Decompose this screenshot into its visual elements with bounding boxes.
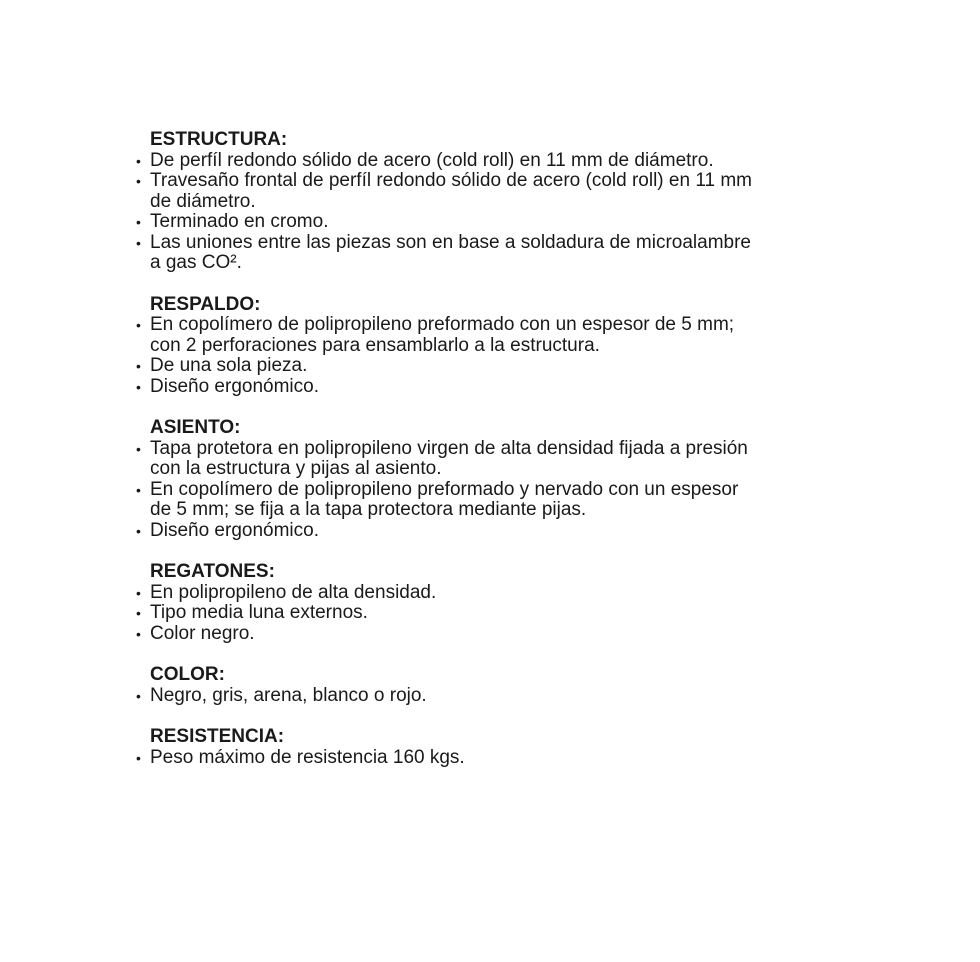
spec-item-text: Tapa protetora en polipropileno virgen de alta densidad fijada a presión con la estructura y pijas al asiento. <box>150 437 748 479</box>
spec-list <box>136 315 756 397</box>
spec-item <box>136 377 756 398</box>
section-heading: RESPALDO: <box>150 293 261 315</box>
bullet-icon: • <box>136 584 141 601</box>
spec-item-text: En polipropileno de alta densidad. <box>150 581 437 603</box>
spec-item <box>136 439 756 480</box>
section-heading: ESTRUCTURA: <box>150 129 288 150</box>
spec-item <box>136 603 756 624</box>
spec-item-text: De perfíl redondo sólido de acero (cold roll) en 11 mm de diámetro. <box>150 149 714 171</box>
spec-item <box>136 356 756 377</box>
spec-item <box>136 151 756 172</box>
bullet-icon: • <box>136 214 141 230</box>
bullet-icon: • <box>136 625 141 642</box>
spec-item <box>136 315 756 356</box>
section-heading: ASIENTO: <box>150 417 241 438</box>
spec-list <box>136 748 756 769</box>
spec-item <box>136 171 756 212</box>
spec-item-text: En copolímero de polipropileno preformado y nervado con un espesor de 5 mm; se fija a la tapa protectora mediante pijas. <box>150 478 739 520</box>
spec-item-text: Las uniones entre las piezas son en base a soldadura de microalambre a gas CO². <box>150 231 751 273</box>
spec-item <box>136 686 756 707</box>
spec-item-text: Color negro. <box>150 622 255 644</box>
spec-item-text: De una sola pieza. <box>150 355 308 376</box>
spec-list <box>136 151 756 274</box>
spec-item-text: Diseño ergonómico. <box>150 519 319 541</box>
spec-list <box>136 686 756 707</box>
spec-document <box>136 130 756 789</box>
spec-item <box>136 624 756 645</box>
spec-section <box>136 665 756 706</box>
bullet-icon: • <box>136 481 141 498</box>
bullet-icon: • <box>136 440 141 457</box>
spec-section <box>136 295 756 398</box>
bullet-icon: • <box>136 173 141 189</box>
spec-item-text: Negro, gris, arena, blanco o rojo. <box>150 684 427 706</box>
spec-list <box>136 583 756 645</box>
spec-item <box>136 748 756 769</box>
section-heading: COLOR: <box>150 664 225 685</box>
section-heading: RESISTENCIA: <box>150 726 285 747</box>
spec-section <box>136 130 756 274</box>
spec-section <box>136 562 756 644</box>
bullet-icon: • <box>136 605 141 621</box>
spec-section <box>136 727 756 768</box>
spec-item <box>136 583 756 604</box>
spec-item-text: Tipo media luna externos. <box>150 602 368 623</box>
bullet-icon: • <box>136 358 141 374</box>
bullet-icon: • <box>136 378 141 395</box>
bullet-icon: • <box>136 152 141 169</box>
section-heading: REGATONES: <box>150 561 275 582</box>
spec-item-text: En copolímero de polipropileno preformado con un espesor de 5 mm; con 2 perforaciones para ensamblarlo a la estructura. <box>150 314 735 356</box>
spec-section <box>136 418 756 541</box>
spec-item <box>136 233 756 274</box>
bullet-icon: • <box>136 522 141 539</box>
bullet-icon: • <box>136 687 141 704</box>
spec-item <box>136 212 756 233</box>
spec-item <box>136 521 756 542</box>
spec-item-text: Diseño ergonómico. <box>150 375 319 397</box>
spec-item <box>136 480 756 521</box>
spec-item-text: Travesaño frontal de perfíl redondo sólido de acero (cold roll) en 11 mm de diámetro. <box>150 170 752 212</box>
bullet-icon: • <box>136 234 141 251</box>
bullet-icon: • <box>136 749 141 766</box>
spec-list <box>136 439 756 542</box>
spec-item-text: Peso máximo de resistencia 160 kgs. <box>150 746 465 768</box>
bullet-icon: • <box>136 317 141 333</box>
spec-item-text: Terminado en cromo. <box>150 211 329 232</box>
